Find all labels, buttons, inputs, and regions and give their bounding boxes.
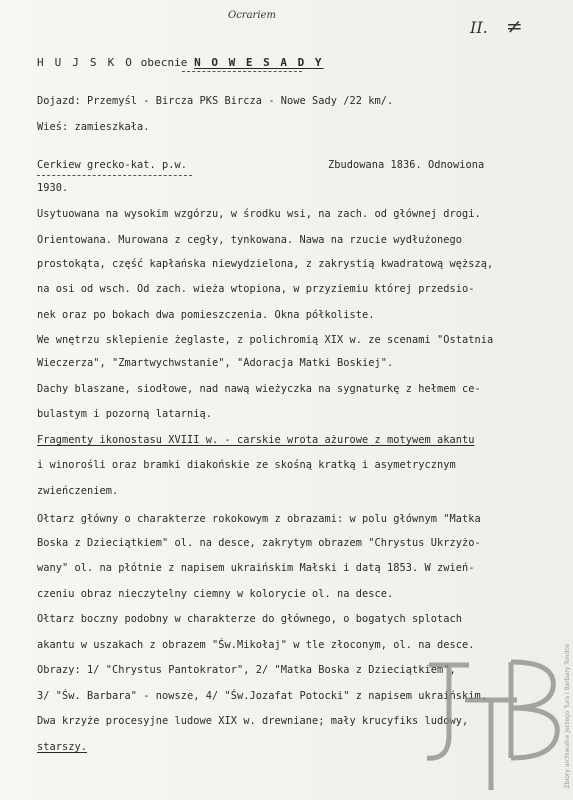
text-line: Ołtarz boczny podobny w charakterze do głównego, o bogatych splotach bbox=[37, 613, 462, 625]
text-line: bulastym i pozorną latarnią. bbox=[37, 408, 212, 420]
heading-underline bbox=[37, 175, 192, 176]
title-underline bbox=[182, 71, 302, 72]
text-line: Dachy blaszane, siodłowe, nad nawą wieżyczka na sygnaturkę z hełmem ce- bbox=[37, 383, 481, 395]
title-new-name: N O W E S A D Y bbox=[194, 56, 324, 69]
text-line: Wieczerza", "Zmartwychwstanie", "Adoracja Matki Boskiej". bbox=[37, 357, 394, 369]
church-heading: Cerkiew grecko-kat. p.w. bbox=[37, 159, 187, 171]
text-line: czeniu obraz nieczytelny ciemny w kolorycie ol. na desce. bbox=[37, 588, 394, 600]
title-old-name: H U J S K O bbox=[37, 56, 135, 69]
text-line: Obrazy: 1/ "Chrystus Pantokrator", 2/ "Matka Boska z Dzieciątkiem", bbox=[37, 664, 456, 676]
renovation-year: 1930. bbox=[37, 182, 69, 194]
text-line: Orientowana. Murowana z cegły, tynkowana. Nawa na rzucie wydłużonego bbox=[37, 234, 462, 246]
text-line: akantu w uszakach z obrazem "Św.Mikołaj" w tle złoconym, ol. na desce. bbox=[37, 639, 475, 651]
watermark-side-text: Zbiory archiwalne Jerzego Tura i Barbary Tondos bbox=[564, 643, 571, 788]
handwritten-note: Ocrariem bbox=[228, 10, 276, 21]
handwritten-symbol: ≠ bbox=[506, 14, 523, 38]
built-date: Zbudowana 1836. Odnowiona bbox=[328, 159, 485, 171]
text-line: nek oraz po bokach dwa pomieszczenia. Okna półkoliste. bbox=[37, 309, 375, 321]
text-line: starszy. bbox=[37, 741, 87, 753]
text-line: na osi od wsch. Od zach. wieża wtopiona, w przyziemiu której przedsio- bbox=[37, 283, 475, 295]
document-title bbox=[37, 56, 324, 69]
text-line: We wnętrzu sklepienie żeglaste, z polichromią XIX w. ze scenami "Ostatnia bbox=[37, 334, 494, 346]
text-line: Fragmenty ikonostasu XVIII w. - carskie wrota ażurowe z motywem akantu bbox=[37, 434, 475, 446]
village-line: Wieś: zamieszkała. bbox=[37, 121, 150, 133]
archive-watermark-logo bbox=[407, 640, 567, 790]
text-line: zwieńczeniem. bbox=[37, 485, 119, 497]
text-line: Dwa krzyże procesyjne ludowe XIX w. drewniane; mały krucyfiks ludowy, bbox=[37, 715, 469, 727]
text-line: prostokąta, część kapłańska niewydzielona, z zakrystią kwadratową węższą, bbox=[37, 258, 494, 270]
text-line: Ołtarz główny o charakterze rokokowym z obrazami: w polu głównym "Matka bbox=[37, 513, 481, 525]
title-connector: obecnie bbox=[140, 56, 188, 69]
text-line: Boska z Dzieciątkiem" ol. na desce, zakrytym obrazem "Chrystus Ukrzyżo- bbox=[37, 537, 481, 549]
page-number-mark: II. bbox=[470, 18, 488, 37]
text-line: i winorośli oraz bramki diakońskie ze skośną kratką i asymetrycznym bbox=[37, 459, 456, 471]
text-line: Usytuowana na wysokim wzgórzu, w środku wsi, na zach. od głównej drogi. bbox=[37, 208, 481, 220]
text-line: wany" ol. na płótnie z napisem ukraińskim Małski i datą 1853. W zwień- bbox=[37, 562, 475, 574]
access-line: Dojazd: Przemyśl - Bircza PKS Bircza - Nowe Sady /22 km/. bbox=[37, 95, 394, 107]
text-line: 3/ "Św. Barbara" - nowsze, 4/ "Św.Jozafat Potocki" z napisem ukraińskim. bbox=[37, 690, 487, 702]
